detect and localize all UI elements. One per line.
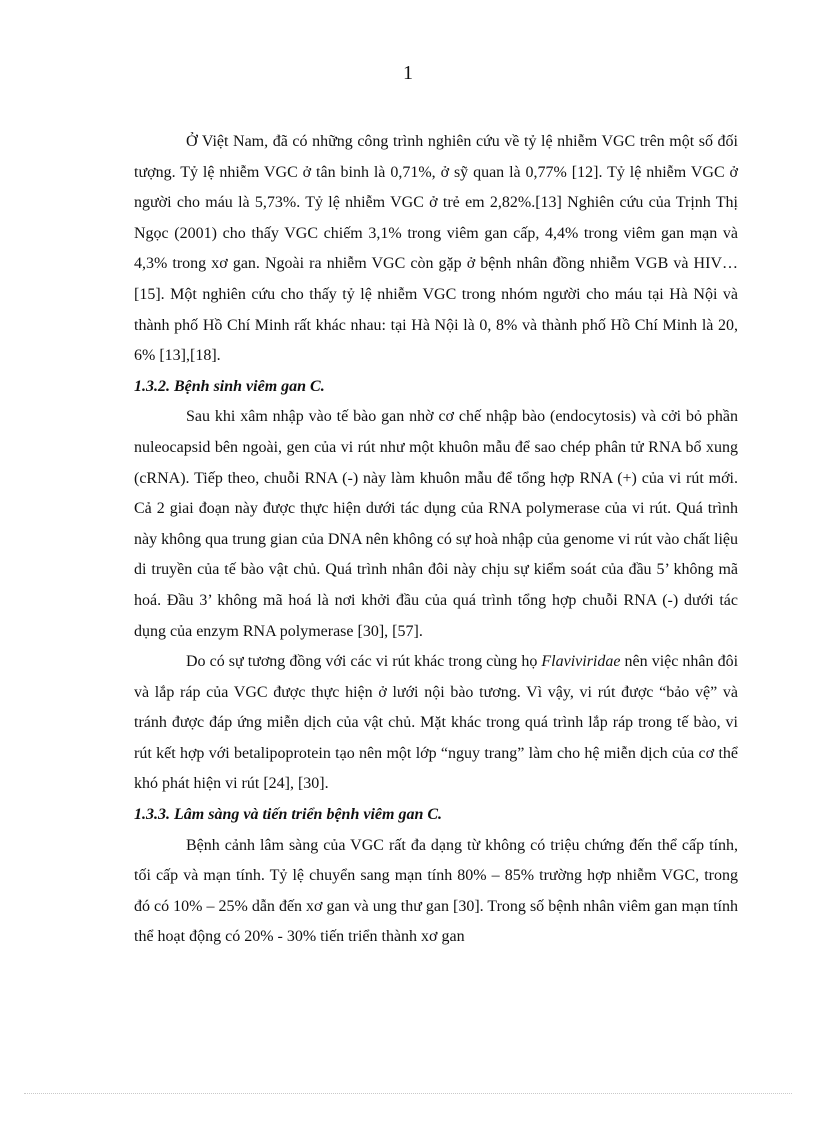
paragraph-pathogenesis: Sau khi xâm nhập vào tế bào gan nhờ cơ chế nhập bào (endocytosis) và cởi bỏ phần nuleocapsid bên ngoài, gen của vi rút như một khuôn mẫu để sao chép phân tử RNA bổ xung (cRNA). Tiếp theo, chuỗi RNA (-) này làm khuôn mẫu để tổng hợp RNA (+) của vi rút mới. Cả 2 giai đoạn này được thực hiện dưới tác dụng của RNA polymerase của vi rút. Quá trình này không qua trung gian của DNA nên không có sự hoà nhập của genome vi rút vào chất liệu di truyền của tế bào vật chủ. Quá trình nhân đôi này chịu sự kiểm soát của đầu 5’ không mã hoá. Đầu 3’ không mã hoá là nơi khởi đầu của quá trình tổng hợp chuỗi RNA (-) dưới tác dụng của enzym RNA polymerase [30], [57]. xyxy=(134,408,738,640)
paragraph-vietnam-prevalence: Ở Việt Nam, đã có những công trình nghiên cứu về tỷ lệ nhiễm VGC trên một số đối tượng. Tỷ lệ nhiễm VGC ở tân binh là 0,71%, ở sỹ quan là 0,77% [12]. Tỷ lệ nhiễm VGC ở người cho máu là 5,73%. Tỷ lệ nhiễm VGC ở trẻ em 2,82%.[13] Nghiên cứu của Trịnh Thị Ngọc (2001) cho thấy VGC chiếm 3,1% trong viêm gan cấp, 4,4% trong viêm gan mạn và 4,3% trong xơ gan. Ngoài ra nhiễm VGC còn gặp ở bệnh nhân đồng nhiễm VGB và HIV…[15]. Một nghiên cứu cho thấy tỷ lệ nhiễm VGC trong nhóm người cho máu tại Hà Nội và thành phố Hồ Chí Minh rất khác nhau: tại Hà Nội là 0, 8% và thành phố Hồ Chí Minh là 20, 6% [13],[18]. xyxy=(134,133,738,365)
paragraph-clinical: Bệnh cảnh lâm sàng của VGC rất đa dạng từ không có triệu chứng đến thể cấp tính, tối cấp và mạn tính. Tỷ lệ chuyển sang mạn tính 80% – 85% trường hợp nhiễm VGC, trong đó có 10% – 25% dẫn đến xơ gan và ung thư gan [30]. Trong số bệnh nhân viêm gan mạn tính thể hoạt động có 20% - 30% tiến triển thành xơ gan xyxy=(134,836,738,946)
section-heading-1-3-2: 1.3.2. Bệnh sinh viêm gan C. xyxy=(134,377,325,395)
paragraph-flaviviridae xyxy=(134,647,738,800)
paragraph-flaviviridae-after: nên việc nhân đôi và lắp ráp của VGC được thực hiện ở lưới nội bào tương. Vì vậy, vi rút được “bảo vệ” và tránh được đáp ứng miễn dịch của vật chủ. Mặt khác trong quá trình lắp ráp trong tế bào, vi rút kết hợp với betalipoprotein tạo nên một lớp “nguy trang” làm cho hệ miễn dịch của cơ thể khó phát hiện vi rút [24], [30]. xyxy=(134,653,739,793)
flaviviridae-term: Flaviviridae xyxy=(541,653,621,671)
page-number: 1 xyxy=(403,62,413,84)
document-body xyxy=(134,127,738,953)
page-bottom-divider xyxy=(24,1093,792,1094)
paragraph-flaviviridae-before: Do có sự tương đồng với các vi rút khác trong cùng họ xyxy=(186,653,542,671)
section-heading-1-3-3: 1.3.3. Lâm sàng và tiến triển bệnh viêm gan C. xyxy=(134,806,443,824)
